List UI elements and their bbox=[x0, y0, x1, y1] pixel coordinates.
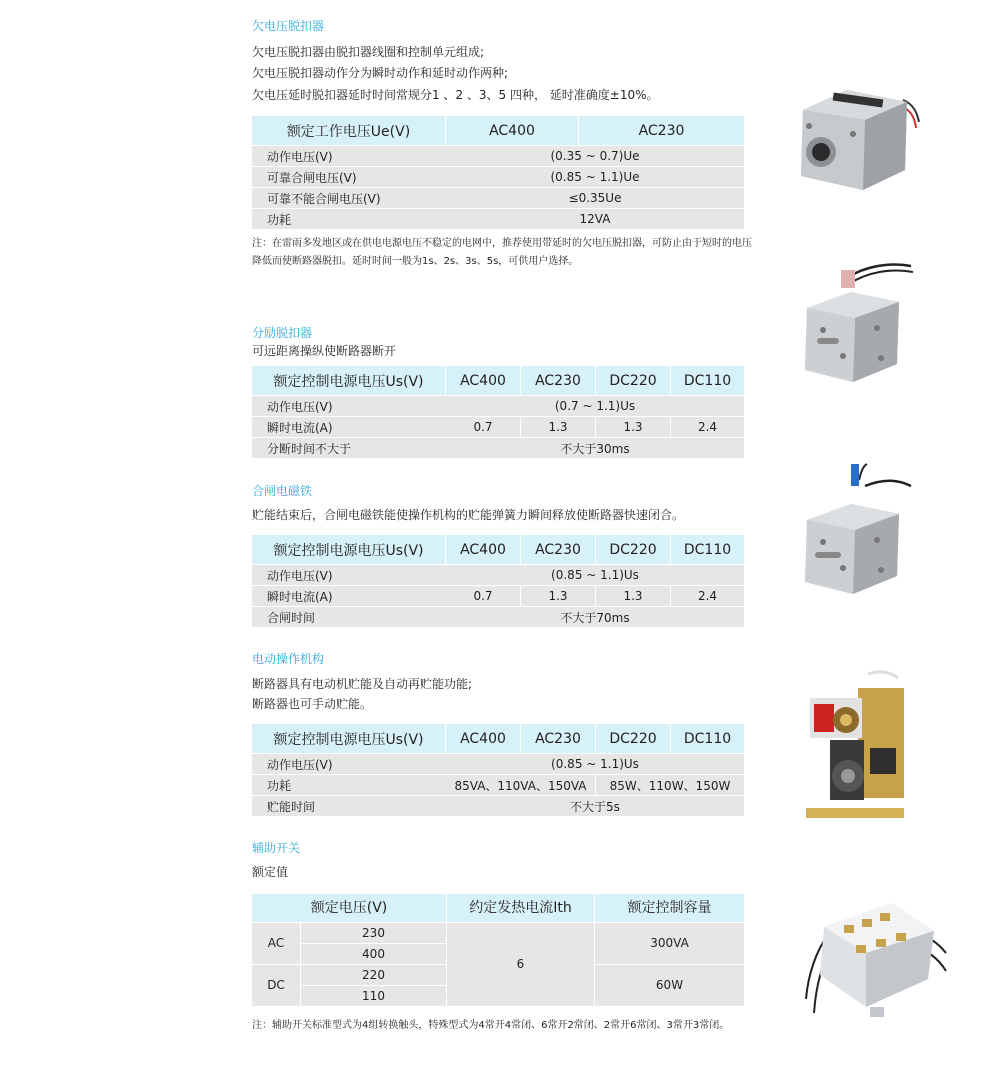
row-label: 功耗 bbox=[252, 775, 446, 796]
table-row bbox=[252, 775, 744, 796]
shunt-table bbox=[252, 366, 744, 459]
undervoltage-note: 注：在雷雨多发地区或在供电电源电压不稳定的电网中，推荐使用带延时的欠电压脱扣器，可防止由于短时的电压降低而使断路器脱扣。延时时间一般为1s、2s、3s、5s，可供用户选择。 bbox=[252, 238, 752, 267]
aux-title: 辅助开关 bbox=[252, 841, 301, 855]
header-cell: AC230 bbox=[579, 116, 744, 146]
row-label: 合闸时间 bbox=[252, 607, 446, 628]
header-cell: AC400 bbox=[446, 535, 521, 565]
undervoltage-desc-3: 欠电压延时脱扣器延时时间常规分1 、2 、3、5 四种， 延时准确度±10%。 bbox=[252, 88, 659, 102]
current-value: 6 bbox=[447, 923, 594, 1006]
table-header bbox=[252, 535, 744, 565]
auxiliary-switch-image bbox=[800, 895, 950, 1025]
ac-label: AC bbox=[252, 923, 300, 964]
ac-voltage: 230 bbox=[301, 923, 446, 943]
undervoltage-desc-1: 欠电压脱扣器由脱扣器线圈和控制单元组成; bbox=[252, 45, 485, 59]
table-row bbox=[252, 565, 744, 586]
table-header bbox=[252, 366, 744, 396]
header-cell: 约定发热电流Ith bbox=[447, 894, 594, 922]
table-row bbox=[252, 586, 744, 607]
aux-table bbox=[252, 894, 744, 1006]
header-cell: AC230 bbox=[521, 366, 596, 396]
row-label: 功耗 bbox=[252, 209, 446, 230]
aux-desc: 额定值 bbox=[252, 865, 289, 879]
table-row bbox=[252, 167, 744, 188]
motor-table bbox=[252, 724, 744, 817]
header-cell: AC400 bbox=[446, 366, 521, 396]
header-cell: DC110 bbox=[671, 535, 744, 565]
row-value: 2.4 bbox=[671, 417, 744, 438]
row-label: 瞬时电流(A) bbox=[252, 417, 446, 438]
header-cell: 额定电压(V) bbox=[252, 894, 446, 922]
motor-desc-1: 断路器具有电动机贮能及自动再贮能功能; bbox=[252, 677, 473, 691]
row-value: (0.85 ~ 1.1)Us bbox=[446, 565, 744, 586]
motor-title: 电动操作机构 bbox=[252, 652, 325, 666]
row-value: 不大于30ms bbox=[446, 438, 744, 459]
row-label: 瞬时电流(A) bbox=[252, 586, 446, 607]
motor-desc-2: 断路器也可手动贮能。 bbox=[252, 697, 373, 711]
header-cell: DC220 bbox=[596, 366, 671, 396]
table-row bbox=[252, 438, 744, 459]
header-cell: DC110 bbox=[671, 724, 744, 754]
header-cell: AC230 bbox=[521, 535, 596, 565]
row-label: 分断时间不大于 bbox=[252, 438, 446, 459]
row-label: 可靠合闸电压(V) bbox=[252, 167, 446, 188]
closing-desc: 贮能结束后，合闸电磁铁能使操作机构的贮能弹簧力瞬间释放使断路器快速闭合。 bbox=[252, 508, 685, 522]
row-value: 不大于5s bbox=[446, 796, 744, 817]
closing-electromagnet-image bbox=[795, 462, 915, 600]
undervoltage-release-image bbox=[785, 82, 920, 197]
ac-capacity: 300VA bbox=[595, 923, 744, 964]
closing-table bbox=[252, 535, 744, 628]
motor-mechanism-image bbox=[800, 668, 910, 833]
shunt-desc: 可远距离操纵使断路器断开 bbox=[252, 344, 397, 358]
dc-capacity: 60W bbox=[595, 965, 744, 1006]
table-row bbox=[252, 417, 744, 438]
closing-title: 合闸电磁铁 bbox=[252, 484, 313, 498]
row-label: 动作电压(V) bbox=[252, 754, 446, 775]
row-value: (0.7 ~ 1.1)Us bbox=[446, 396, 744, 417]
row-label: 贮能时间 bbox=[252, 796, 446, 817]
header-cell: 额定控制电源电压Us(V) bbox=[252, 366, 446, 396]
row-value: (0.35 ~ 0.7)Ue bbox=[446, 146, 744, 167]
row-value: 12VA bbox=[446, 209, 744, 230]
header-cell: AC400 bbox=[446, 116, 579, 146]
dc-voltage: 110 bbox=[301, 986, 446, 1006]
row-label: 动作电压(V) bbox=[252, 565, 446, 586]
header-cell: DC220 bbox=[596, 535, 671, 565]
row-value: (0.85 ~ 1.1)Ue bbox=[446, 167, 744, 188]
row-value: 1.3 bbox=[521, 586, 596, 607]
undervoltage-table bbox=[252, 116, 744, 230]
header-cell: DC220 bbox=[596, 724, 671, 754]
table-row bbox=[252, 396, 744, 417]
row-value: 85VA、110VA、150VA bbox=[446, 775, 596, 796]
table-row bbox=[252, 754, 744, 775]
header-cell: 额定控制电源电压Us(V) bbox=[252, 535, 446, 565]
shunt-release-image bbox=[795, 258, 915, 388]
undervoltage-desc-2: 欠电压脱扣器动作分为瞬时动作和延时动作两种; bbox=[252, 66, 509, 80]
row-value: 0.7 bbox=[446, 586, 521, 607]
header-cell: DC110 bbox=[671, 366, 744, 396]
row-value: 1.3 bbox=[596, 417, 671, 438]
row-label: 动作电压(V) bbox=[252, 146, 446, 167]
row-value: 85W、110W、150W bbox=[596, 775, 744, 796]
header-cell: 额定工作电压Ue(V) bbox=[252, 116, 446, 146]
row-value: ≤0.35Ue bbox=[446, 188, 744, 209]
header-cell: 额定控制电源电压Us(V) bbox=[252, 724, 446, 754]
table-row bbox=[252, 188, 744, 209]
dc-label: DC bbox=[252, 965, 300, 1006]
undervoltage-title: 欠电压脱扣器 bbox=[252, 19, 325, 33]
row-value: 不大于70ms bbox=[446, 607, 744, 628]
row-label: 动作电压(V) bbox=[252, 396, 446, 417]
table-row bbox=[252, 607, 744, 628]
ac-voltage: 400 bbox=[301, 944, 446, 964]
header-cell: AC400 bbox=[446, 724, 521, 754]
row-label: 可靠不能合闸电压(V) bbox=[252, 188, 446, 209]
row-value: (0.85 ~ 1.1)Us bbox=[446, 754, 744, 775]
dc-voltage: 220 bbox=[301, 965, 446, 985]
table-header bbox=[252, 724, 744, 754]
header-cell: 额定控制容量 bbox=[595, 894, 744, 922]
row-value: 2.4 bbox=[671, 586, 744, 607]
shunt-title: 分励脱扣器 bbox=[252, 326, 313, 340]
row-value: 0.7 bbox=[446, 417, 521, 438]
row-value: 1.3 bbox=[596, 586, 671, 607]
table-header bbox=[252, 116, 744, 146]
table-row bbox=[252, 209, 744, 230]
table-row bbox=[252, 796, 744, 817]
table-row bbox=[252, 146, 744, 167]
header-cell: AC230 bbox=[521, 724, 596, 754]
aux-note: 注：辅助开关标准型式为4组转换触头，特殊型式为4常开4常闭、6常开2常闭、2常开6常闭、3常开3常闭。 bbox=[252, 1020, 730, 1031]
row-value: 1.3 bbox=[521, 417, 596, 438]
